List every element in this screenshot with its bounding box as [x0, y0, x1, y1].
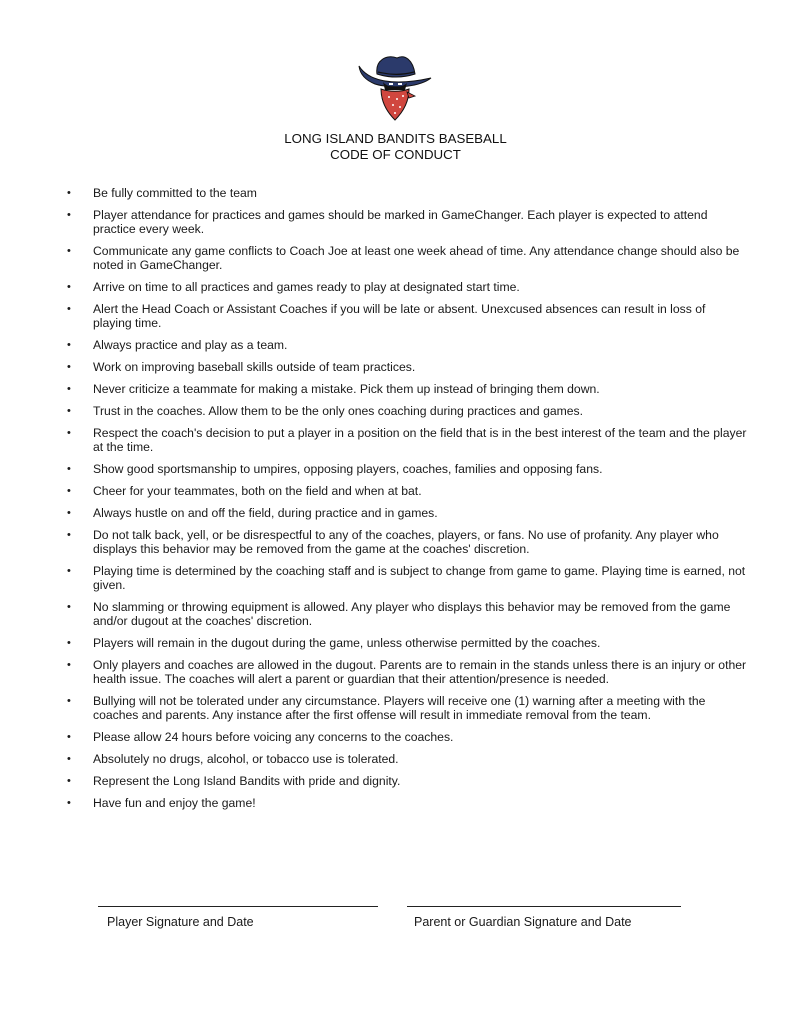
- bullet-icon: •: [67, 383, 71, 395]
- rule-item: [67, 694, 747, 722]
- title-line-1: LONG ISLAND BANDITS BASEBALL: [284, 131, 507, 146]
- bandit-logo-icon: [355, 52, 435, 124]
- rule-item: [67, 360, 747, 374]
- rule-item: [67, 404, 747, 418]
- bullet-icon: •: [67, 797, 71, 809]
- rule-text: No slamming or throwing equipment is allowed. Any player who displays this behavior may be removed from the game and/or dugout at the coaches' discretion.: [93, 600, 731, 628]
- bullet-icon: •: [67, 485, 71, 497]
- bullet-icon: •: [67, 427, 71, 439]
- bullet-icon: •: [67, 463, 71, 475]
- rule-text: Work on improving baseball skills outside of team practices.: [93, 360, 416, 374]
- rule-item: [67, 426, 747, 454]
- rule-item: [67, 382, 747, 396]
- rule-text: Arrive on time to all practices and games ready to play at designated start time.: [93, 280, 520, 294]
- bullet-icon: •: [67, 361, 71, 373]
- rule-text: Never criticize a teammate for making a mistake. Pick them up instead of bringing them down.: [93, 382, 600, 396]
- bullet-icon: •: [67, 637, 71, 649]
- rule-text: Playing time is determined by the coaching staff and is subject to change from game to game. Playing time is earned, not given.: [93, 564, 746, 592]
- bullet-icon: •: [67, 245, 71, 257]
- rule-item: [67, 796, 747, 810]
- rule-text: Only players and coaches are allowed in the dugout. Parents are to remain in the stands unless there is an injury or other health issue. The coaches will alert a parent or guardian that their attention/presence is needed.: [93, 658, 747, 686]
- rule-text: Cheer for your teammates, both on the field and when at bat.: [93, 484, 422, 498]
- bullet-icon: •: [67, 209, 71, 221]
- bullet-icon: •: [67, 753, 71, 765]
- rule-item: [67, 528, 747, 556]
- rule-item: [67, 730, 747, 744]
- rule-text: Do not talk back, yell, or be disrespectful to any of the coaches, players, or fans. No use of profanity. Any player who displays this behavior may be removed from the game at the coaches' discretion.: [93, 528, 719, 556]
- bullet-icon: •: [67, 507, 71, 519]
- rule-text: Absolutely no drugs, alcohol, or tobacco use is tolerated.: [93, 752, 399, 766]
- parent-signature-label: Parent or Guardian Signature and Date: [414, 915, 632, 929]
- bullet-icon: •: [67, 339, 71, 351]
- bullet-icon: •: [67, 303, 71, 315]
- parent-signature-line: [407, 906, 681, 907]
- bullet-icon: •: [67, 695, 71, 707]
- rule-text: Players will remain in the dugout during the game, unless otherwise permitted by the coaches.: [93, 636, 601, 650]
- rule-item: [67, 636, 747, 650]
- rule-text: Communicate any game conflicts to Coach Joe at least one week ahead of time. Any attendance change should also be noted in GameChanger.: [93, 244, 740, 272]
- rule-item: [67, 600, 747, 628]
- bullet-icon: •: [67, 659, 71, 671]
- code-of-conduct-list: [67, 186, 747, 818]
- rule-item: [67, 338, 747, 352]
- rule-item: [67, 774, 747, 788]
- rule-text: Alert the Head Coach or Assistant Coaches if you will be late or absent. Unexcused absences can result in loss of playing time.: [93, 302, 706, 330]
- rule-item: [67, 186, 747, 200]
- title-line-2: CODE OF CONDUCT: [330, 147, 461, 162]
- document-title: [0, 131, 791, 163]
- bullet-icon: •: [67, 601, 71, 613]
- rule-text: Represent the Long Island Bandits with pride and dignity.: [93, 774, 401, 788]
- rule-text: Player attendance for practices and games should be marked in GameChanger. Each player is expected to attend practice every week.: [93, 208, 708, 236]
- rule-text: Always practice and play as a team.: [93, 338, 288, 352]
- rule-item: [67, 658, 747, 686]
- rule-item: [67, 280, 747, 294]
- rule-text: Trust in the coaches. Allow them to be the only ones coaching during practices and games.: [93, 404, 584, 418]
- rule-text: Please allow 24 hours before voicing any concerns to the coaches.: [93, 730, 454, 744]
- rule-item: [67, 506, 747, 520]
- rule-item: [67, 484, 747, 498]
- rule-item: [67, 462, 747, 476]
- bullet-icon: •: [67, 187, 71, 199]
- bullet-icon: •: [67, 405, 71, 417]
- rule-text: Always hustle on and off the field, during practice and in games.: [93, 506, 438, 520]
- bullet-icon: •: [67, 529, 71, 541]
- rule-item: [67, 244, 747, 272]
- rule-text: Show good sportsmanship to umpires, opposing players, coaches, families and opposing fans.: [93, 462, 603, 476]
- bullet-icon: •: [67, 731, 71, 743]
- rule-text: Bullying will not be tolerated under any circumstance. Players will receive one (1) warning after a meeting with the coaches and parents. Any instance after the first offense will result in immediate removal from the team.: [93, 694, 706, 722]
- rule-item: [67, 564, 747, 592]
- player-signature-line: [98, 906, 378, 907]
- rule-text: Be fully committed to the team: [93, 186, 257, 200]
- bullet-icon: •: [67, 565, 71, 577]
- rule-text: Have fun and enjoy the game!: [93, 796, 256, 810]
- bullet-icon: •: [67, 775, 71, 787]
- player-signature-label: Player Signature and Date: [107, 915, 254, 929]
- rule-item: [67, 302, 747, 330]
- rule-item: [67, 208, 747, 236]
- bullet-icon: •: [67, 281, 71, 293]
- rule-item: [67, 752, 747, 766]
- rule-text: Respect the coach's decision to put a player in a position on the field that is in the best interest of the team and the player at the time.: [93, 426, 747, 454]
